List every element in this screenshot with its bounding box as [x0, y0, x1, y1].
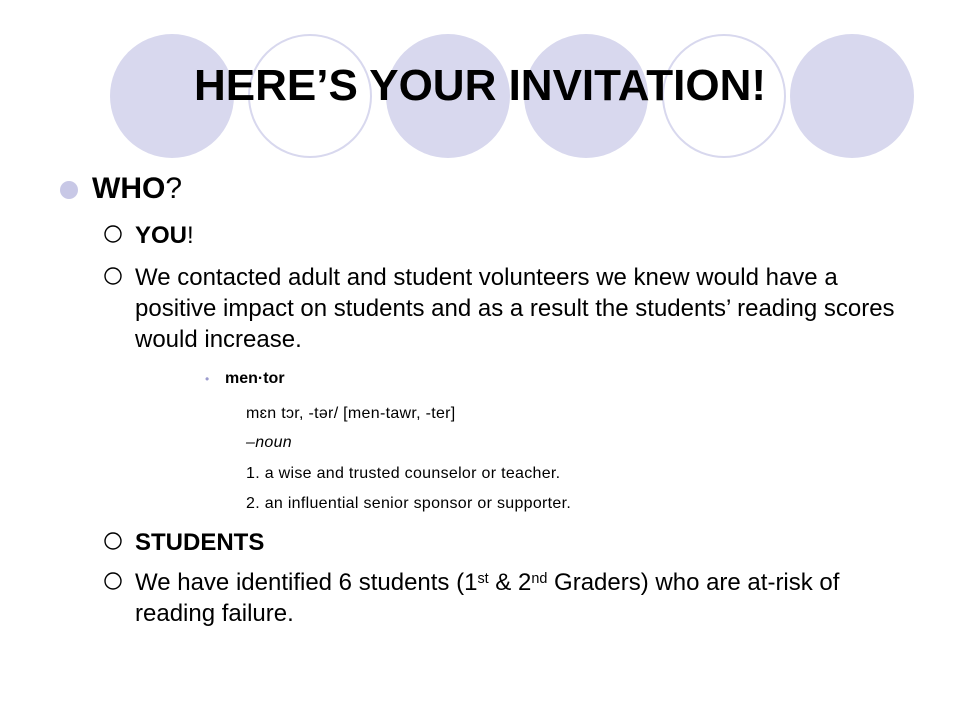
hollow-bullet-icon — [103, 571, 123, 591]
pronunciation: mɛn tɔr, -tər/ [men-tawr, -ter] — [246, 405, 456, 422]
students-label: STUDENTS — [135, 529, 265, 556]
slide-title: HERE’S YOUR INVITATION! — [193, 61, 767, 110]
hollow-bullet-icon — [103, 531, 123, 551]
you-label: YOU! — [135, 222, 194, 249]
definition-1: 1. a wise and trusted counselor or teacher. — [246, 465, 561, 482]
part-of-speech: –noun — [246, 434, 292, 451]
volunteers-text: We contacted adult and student volunteers we knew would have a positive impact on students and as a result the students’ reading scores would increase. — [135, 264, 895, 353]
hollow-bullet-icon — [103, 224, 123, 244]
students-text: We have identified 6 students (1st & 2nd Graders) who are at-risk of reading failure. — [135, 569, 840, 627]
hollow-bullet-icon — [103, 266, 123, 286]
small-bullet-icon: • — [205, 372, 210, 386]
bullet-dot — [60, 181, 78, 199]
definition-2: 2. an influential senior sponsor or supporter. — [246, 495, 572, 512]
who-heading: WHO? — [92, 172, 183, 205]
